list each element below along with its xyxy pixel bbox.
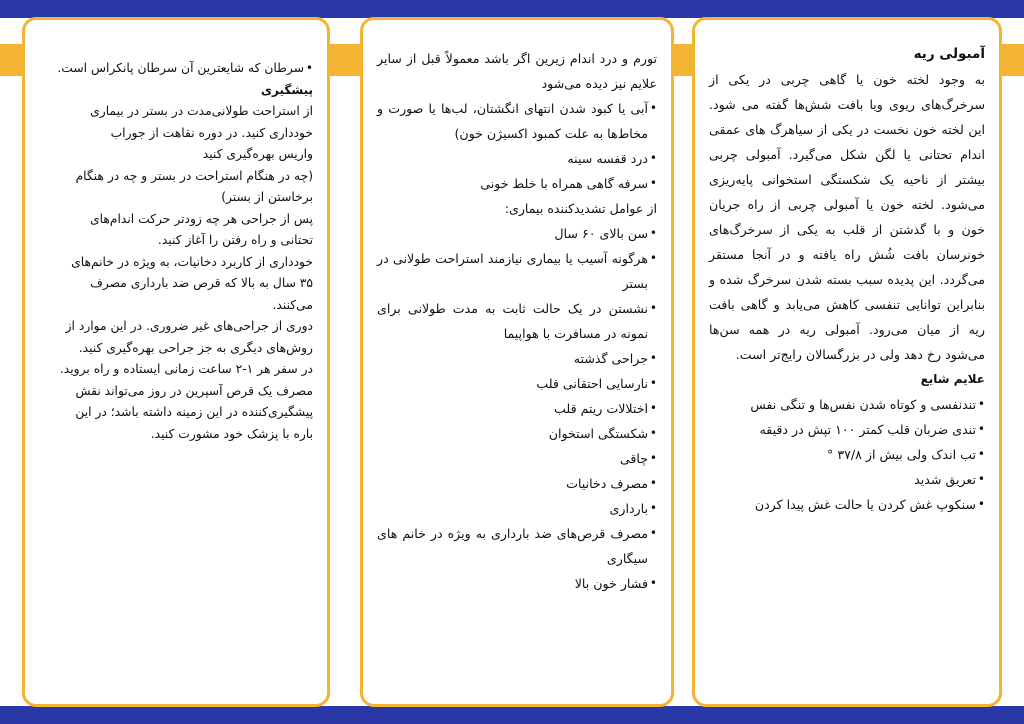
prevention-text bbox=[39, 101, 313, 445]
list-item: • مصرف دخانیات bbox=[377, 471, 657, 496]
list-item: • سرفه گاهی همراه با خلط خونی bbox=[377, 171, 657, 196]
list-item: • هرگونه آسیب یا بیماری نیازمند استراحت طولانی در بستر bbox=[377, 246, 657, 296]
intro-paragraph: تورم و درد اندام زیرین اگر باشد معمولاً قبل از سایر علایم نیز دیده می‌شود bbox=[377, 51, 657, 91]
symptom-items-list bbox=[377, 96, 657, 196]
text-line: برخاستن از بستر) bbox=[221, 190, 313, 204]
text-line: روش‌های دیگری به جز جراحی بهره‌گیری کنید. bbox=[78, 340, 313, 355]
list-item: • سنکوپ غش کردن یا حالت غش پیدا کردن bbox=[709, 492, 985, 517]
list-item: • درد قفسه سینه bbox=[377, 146, 657, 171]
list-item: • تعریق شدید bbox=[709, 467, 985, 492]
text-line: در سفر هر ۱-۲ ساعت زمانی ایستاده و راه بروید. bbox=[59, 362, 313, 376]
text-line: (چه در هنگام استراحت در بستر و چه در هنگام bbox=[75, 168, 313, 183]
text-line: پیشگیری‌کننده در این زمینه داشته باشد؛ در این bbox=[75, 405, 313, 419]
risk-factors-title: از عوامل تشدیدکننده بیماری: bbox=[504, 201, 657, 216]
list-item: • بارداری bbox=[377, 496, 657, 521]
panel-pulmonary-embolism bbox=[692, 17, 1002, 707]
list-item: • آبی یا کبود شدن انتهای انگشتان، لب‌ها یا صورت و مخاط‌ها به علت کمبود اکسیژن خون) bbox=[377, 96, 657, 146]
list-item: • اختلالات ریتم قلب bbox=[377, 396, 657, 421]
risk-factors-list bbox=[377, 221, 657, 596]
text-line: واریس بهره‌گیری کنید bbox=[202, 147, 313, 161]
text-line: تحتانی و راه رفتن را آغاز کنید. bbox=[157, 233, 313, 247]
text-line: می‌کنند. bbox=[272, 297, 313, 312]
list-item: • شکستگی استخوان bbox=[377, 421, 657, 446]
text-line: مصرف یک قرص آسپرین در روز می‌تواند نقش bbox=[75, 383, 313, 398]
cancer-bullet-list bbox=[39, 58, 313, 80]
list-item: • تب اندک ولی بیش از ۳۷/۸ ° bbox=[709, 442, 985, 467]
list-item: • سرطان که شایعترین آن سرطان پانکراس است. bbox=[39, 58, 313, 80]
panel-title: آمبولی ریه bbox=[913, 46, 985, 62]
list-item: • تندنفسی و کوتاه شدن نفس‌ها و تنگی نفس bbox=[709, 392, 985, 417]
text-line: ۳۵ سال به بالا که قرص ضد بارداری مصرف bbox=[90, 276, 313, 290]
text-line: پس از جراحی هر چه زودتر حرکت اندام‌های bbox=[90, 211, 313, 226]
symptoms-list bbox=[709, 392, 985, 517]
list-item: • چاقی bbox=[377, 446, 657, 471]
panel-prevention bbox=[22, 17, 330, 707]
list-item: • جراحی گذشته bbox=[377, 346, 657, 371]
list-item: • سن بالای ۶۰ سال bbox=[377, 221, 657, 246]
text-line: از استراحت طولانی‌مدت در بستر در بیماری bbox=[90, 104, 313, 118]
list-item: • مصرف قرص‌های ضد بارداری به ویژه در خانم های سیگاری bbox=[377, 521, 657, 571]
list-item: • فشار خون بالا bbox=[377, 571, 657, 596]
text-line: باره با پزشک خود مشورت کنید. bbox=[150, 426, 313, 441]
bottom-bar bbox=[0, 706, 1024, 724]
top-bar bbox=[0, 0, 1024, 18]
text-line: خودداری از کاربرد دخانیات، به ویژه در خانم‌های bbox=[71, 254, 313, 269]
list-item: • نشستن در یک حالت ثابت به مدت طولانی برای نمونه در مسافرت با هواپیما bbox=[377, 296, 657, 346]
list-item: • نارسایی احتقانی قلب bbox=[377, 371, 657, 396]
symptoms-title: علایم شایع bbox=[920, 372, 985, 386]
prevention-title: پیشگیری bbox=[261, 82, 313, 97]
list-item: • تندی ضربان قلب کمتر ۱۰۰ تپش در دقیقه bbox=[709, 417, 985, 442]
panel-symptoms-risks bbox=[360, 17, 674, 707]
description-paragraph: به وجود لخته خون یا گاهی چربی در یکی از سرخرگ‌های ریوی ویا بافت شش‌ها گفته می شود. این لخته خون نخست در یکی از سیاهرگ های عمقی اندام تحتانی یا لگن شکل می‌گیرد. آمبولی چربی بیشتر از ناحیه یک شکستگی استخوانی پایه‌ریزی می‌شود. لخته خون یا آمبولی چربی از راه جریان خون و با گذشتن از قلب به یکی از سرخرگ‌های خونرسان بافت شُش راه یافته و در آنجا مستقر می‌گردد. این پدیده سبب بسته شدن سرخرگ شده و بنابراین توانایی تنفسی کاهش می‌یابد و گاهی بافت ریه از میان می‌رود. آمبولی ریه در همه سن‌ها می‌شود رخ دهد ولی در بزرگسالان رایج‌تر است. bbox=[709, 72, 985, 362]
text-line: دوری از جراحی‌های غیر ضروری. در این موارد از bbox=[65, 319, 313, 333]
text-line: خودداری کنید. در دوره نقاهت از جوراب bbox=[110, 125, 313, 140]
